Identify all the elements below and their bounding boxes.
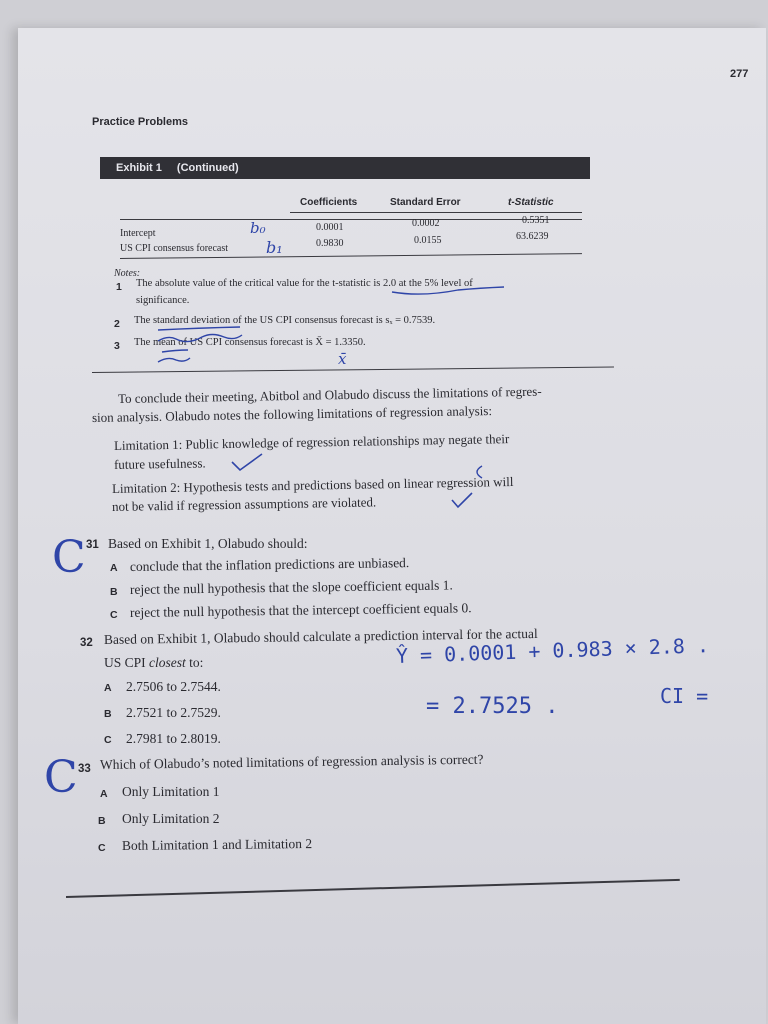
- question-33-option-c-letter: C: [98, 842, 106, 854]
- question-31-option-a-letter: A: [110, 562, 118, 574]
- question-32-option-a: 2.7506 to 2.7544.: [126, 679, 221, 694]
- handwritten-answer-33: C: [44, 752, 78, 803]
- handwritten-ci-label: CI =: [660, 684, 709, 708]
- question-32-option-c: 2.7981 to 2.8019.: [126, 731, 221, 746]
- handwritten-calc-line-2: = 2.7525 .: [426, 694, 559, 719]
- limitation-1-line-1: Limitation 1: Public knowledge of regression relationships may negate their: [113, 431, 510, 453]
- row-cpi-coefficient: 0.9830: [316, 238, 344, 249]
- intro-line-2: sion analysis. Olabudo notes the following limitations of regression analysis:: [91, 403, 493, 425]
- intro-line-1: To conclude their meeting, Abitbol and Olabudo discuss the limitations of regres-: [117, 383, 542, 406]
- question-33-number: 33: [78, 763, 91, 775]
- exhibit-continued: (Continued): [176, 162, 239, 174]
- question-33-option-a: Only Limitation 1: [122, 784, 220, 799]
- note-2-number: 2: [114, 318, 120, 330]
- row-cpi-t-stat: 63.6239: [516, 231, 549, 242]
- question-31-option-a: conclude that the inflation predictions are unbiased.: [129, 555, 410, 574]
- row-cpi-std-error: 0.0155: [414, 235, 442, 246]
- row-cpi-name: US CPI consensus forecast: [120, 243, 229, 254]
- page-number: 277: [730, 68, 749, 80]
- swoosh-note-3: [158, 358, 190, 362]
- handwritten-xbar-mark: x̄: [338, 350, 347, 368]
- note-3-text: The mean of US CPI consensus forecast is X̄ = 1.3350.: [134, 337, 366, 348]
- question-32-stem-prefix: US CPI: [104, 655, 150, 670]
- underline-mean: [162, 350, 188, 352]
- note-1-number: 1: [116, 281, 122, 293]
- exhibit-label: Exhibit 1: [116, 162, 162, 174]
- question-33-option-b-letter: B: [98, 815, 106, 827]
- column-header-standard-error: Standard Error: [390, 197, 461, 208]
- swoosh-note-2: [158, 335, 242, 342]
- row-intercept-name: Intercept: [120, 228, 156, 239]
- question-31-number: 31: [86, 539, 99, 551]
- section-heading: Practice Problems: [92, 116, 188, 128]
- underline-2-0-at: [392, 287, 504, 294]
- row-intercept-coefficient: 0.0001: [316, 222, 344, 233]
- question-32-stem-italic: closest: [149, 655, 186, 670]
- handwritten-b1: b₁: [266, 238, 283, 257]
- question-32-option-b-letter: B: [104, 708, 112, 720]
- handwritten-b0: b₀: [250, 219, 266, 237]
- question-31-option-c-letter: C: [110, 609, 118, 621]
- limitation-2-line-2: not be valid if regression assumptions are violated.: [111, 494, 377, 514]
- column-header-t-statistic: t-Statistic: [508, 197, 554, 208]
- circle-linear: [477, 466, 482, 478]
- question-32-stem: Based on Exhibit 1, Olabudo should calculate a prediction interval for the actual: [103, 625, 538, 647]
- row-intercept-t-stat: 0.5351: [522, 215, 550, 226]
- question-32-option-a-letter: A: [104, 682, 112, 694]
- question-32-stem-suffix: to:: [185, 655, 204, 670]
- checkmark-limitation-1: [232, 454, 262, 470]
- question-32-option-c-letter: C: [104, 734, 112, 746]
- question-32-option-b: 2.7521 to 2.7529.: [126, 705, 221, 720]
- note-3-number: 3: [114, 340, 120, 352]
- handwritten-answer-31: C: [52, 532, 86, 583]
- underline-standard-deviation: [158, 327, 240, 330]
- question-31-option-c: reject the null hypothesis that the intercept coefficient equals 0.: [129, 600, 472, 620]
- question-31-option-b: reject the null hypothesis that the slope coefficient equals 1.: [129, 577, 453, 597]
- note-2-text: The standard deviation of the US CPI consensus forecast is sₓ = 0.7539.: [134, 315, 436, 326]
- row-intercept-std-error: 0.0002: [412, 218, 440, 229]
- question-33-option-b: Only Limitation 2: [122, 811, 220, 826]
- limitation-2-line-1: Limitation 2: Hypothesis tests and predictions based on linear regression will: [111, 473, 514, 496]
- handwritten-calc-line-1: Ŷ = 0.0001 + 0.983 × 2.8 .: [395, 633, 710, 668]
- question-33-option-c: Both Limitation 1 and Limitation 2: [121, 836, 313, 853]
- checkmark-limitation-2: [452, 493, 472, 507]
- question-32-number: 32: [80, 637, 93, 649]
- column-header-coefficients: Coefficients: [300, 197, 358, 208]
- question-31-option-b-letter: B: [110, 586, 118, 598]
- question-33-option-a-letter: A: [100, 788, 108, 800]
- notes-title: Notes:: [114, 268, 141, 279]
- question-33-stem: Which of Olabudo’s noted limitations of regression analysis is correct?: [99, 751, 484, 772]
- limitation-1-line-2: future usefulness.: [113, 455, 206, 472]
- question-31-stem: Based on Exhibit 1, Olabudo should:: [108, 536, 308, 551]
- note-1-text-cont: significance.: [136, 295, 190, 306]
- note-1-text: The absolute value of the critical value for the t-statistic is 2.0 at the 5% level of: [136, 278, 473, 289]
